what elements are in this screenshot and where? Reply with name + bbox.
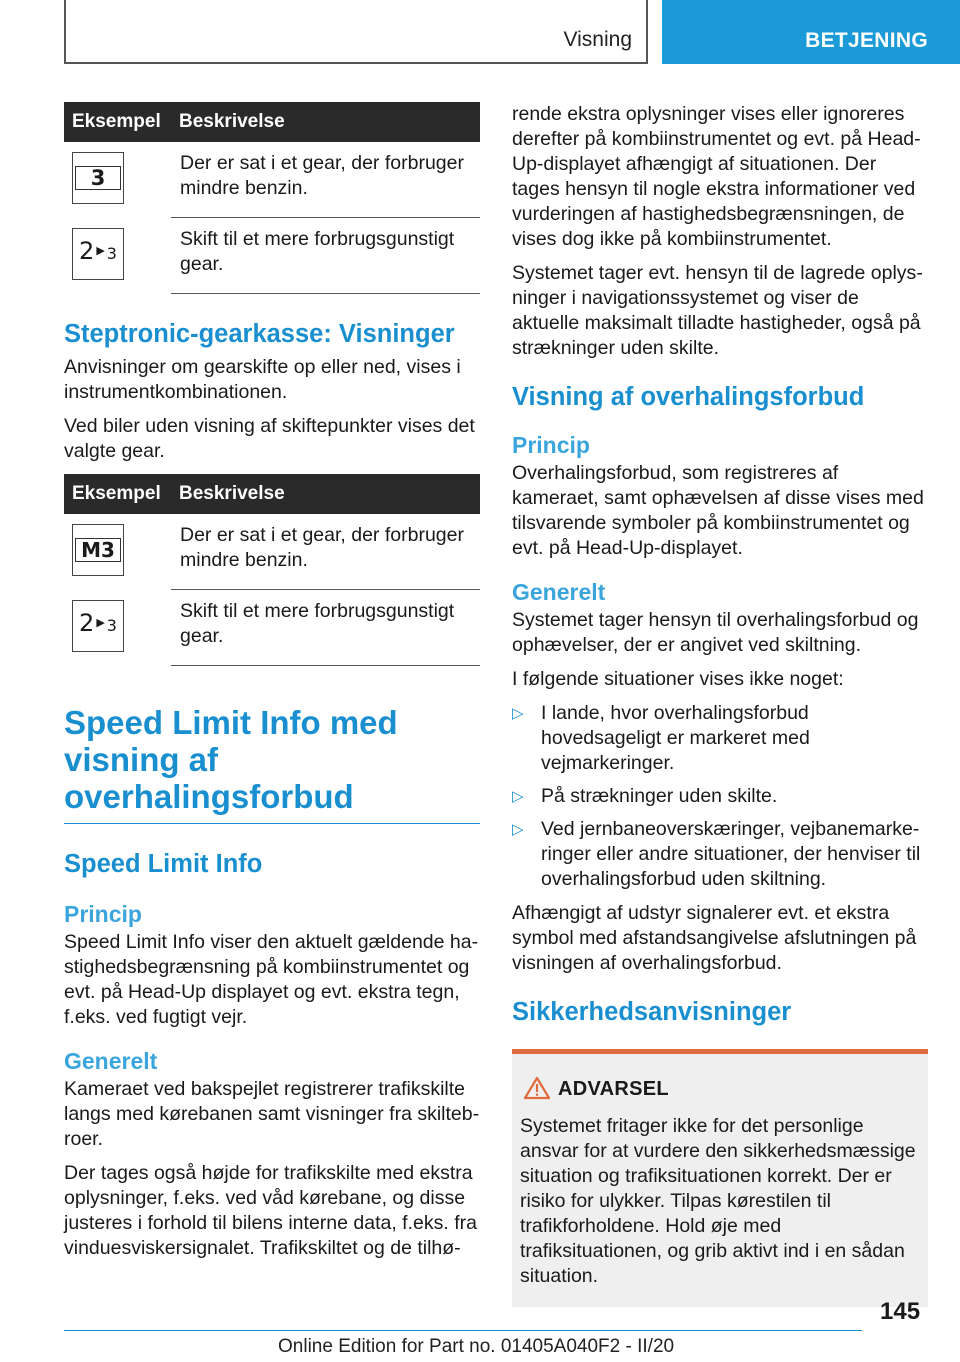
princip-heading: Princip [512,432,590,458]
title-divider [64,823,480,824]
list-item: ▷ I lande, hvor overhalingsforbud hovedsageligt er markeret med vejmarkeringer. [512,702,810,774]
bullet-triangle-icon: ▷ [512,788,524,805]
row-description: Skift til et mere forbrugsgunstigt gear. [171,590,480,666]
left-column [64,102,480,1270]
edition-note: Online Edition for Part no. 01405A040F2 - II/20 [278,1336,675,1357]
table-row [64,142,480,218]
generelt-heading: Generelt [64,1048,158,1074]
gear-shift-2-to-3-icon: 2 ▶ 3 [72,600,124,652]
gear-shift-2-to-3-icon: 2 ▶ 3 [72,228,124,280]
situation-list [512,701,928,892]
continued-paragraph: rende ekstra oplysninger vises eller ignoreres derefter på kombiinstrumentet og evt. på Head-Up-displayet afhængigt af situationen. Der tages hensyn til nogle ekstra informationer ved vurderingen af hastighedsbegrænsningen, de vises dog ikke på kombiinstrumentet. [512,103,921,250]
table-row [64,218,480,294]
steptronic-heading: Steptronic-gearkasse: Visninger [64,320,455,348]
footer-divider [64,1330,862,1331]
table-row [64,590,480,666]
generelt-paragraph-1: Kameraet ved bakspejlet registrerer trafikskilte langs med kørebanen samt visninger fra skiltebroer. [64,1078,480,1150]
chapter-tab [662,0,960,64]
chapter-title: BETJENING [805,29,928,52]
page-number: 145 [880,1298,921,1325]
table-header-description: Beskrivelse [171,474,480,514]
table-header-example: Eksempel [64,102,171,142]
section-title: Visning [563,28,632,51]
header-left-frame [64,0,648,64]
steptronic-paragraph-1: Anvisninger om gearskifte op eller ned, vises i instrumentkombinationen. [64,356,461,403]
bullet-triangle-icon: ▷ [512,821,524,838]
warning-triangle-icon [524,1076,550,1105]
speed-limit-info-subheading: Speed Limit Info [64,850,263,878]
navigation-paragraph: Systemet tager evt. hensyn til de lagrede oplysninger i navigationssystemet og viser de aktuelle maksimalt tilladte hastigheder, også på strækninger uden skilte. [512,262,923,359]
safety-heading: Sikkerhedsanvisninger [512,998,792,1026]
princip-heading: Princip [64,901,142,927]
gear-display-3-icon: 3 [72,152,124,204]
speed-limit-info-title: Speed Limit Info med visning af overhalingsforbud [64,704,398,815]
generelt-paragraph-1: Systemet tager hensyn til overhalingsforbud og ophævelser, der er angivet ved skiltning. [512,609,919,656]
gear-table-1 [64,102,480,294]
warning-title: ADVARSEL [558,1078,669,1100]
princip-paragraph: Speed Limit Info viser den aktuelt gældende hastighedsbegrænsning på kombiinstrumentet og evt. på Head-Up displayet og evt. ekstra tegn, f.eks. ved fugtigt vejr. [64,931,479,1028]
generelt-heading: Generelt [512,579,606,605]
warning-text: Systemet fritager ikke for det personlige ansvar for at vurdere den sikkerhedsmæssige situation og trafiksituationen korrekt. Der er risiko for ulykker. Tilpas kørestilen til trafikforholdene. Hold øje med trafiksituationen, og grib aktivt ind i en sådan situation. [520,1115,916,1287]
table-row [64,514,480,590]
list-item: ▷ Ved jernbaneoverskæringer, vejbanemarkeringer eller andre situationer, der henviser til overhalingsforbud uden skiltning. [512,818,921,890]
warning-box [512,1049,928,1307]
gear-display-m3-icon: M3 [72,524,124,576]
gear-table-2 [64,474,480,666]
bullet-triangle-icon: ▷ [512,705,524,722]
overtaking-heading: Visning af overhalingsforbud [512,383,865,411]
symbol-paragraph: Afhængigt af udstyr signalerer evt. et ekstra symbol med afstandsangivelse afslutningen på visningen af overhalingsforbud. [512,902,917,974]
row-description: Skift til et mere forbrugsgunstigt gear. [171,218,480,294]
row-description: Der er sat i et gear, der forbruger mindre benzin. [171,514,480,590]
right-column [512,102,928,1307]
list-item: ▷ På strækninger uden skilte. [512,785,778,807]
table-header-description: Beskrivelse [171,102,480,142]
generelt-paragraph-2: I følgende situationer vises ikke noget: [512,668,844,690]
princip-paragraph: Overhalingsforbud, som registreres af kameraet, samt ophævelsen af disse vises med tilsvarende symboler på kombiinstrumentet og evt. på Head-Up-displayet. [512,462,924,559]
generelt-paragraph-2: Der tages også højde for trafikskilte med ekstra oplysninger, f.eks. ved våd kørebane, og disse justeres i forhold til bilens interne data, f.eks. fra vinduesviskersignalet. Trafikskiltet og de tilhø‐ [64,1162,477,1259]
steptronic-paragraph-2: Ved biler uden visning af skiftepunkter vises det valgte gear. [64,415,475,462]
table-header-example: Eksempel [64,474,171,514]
row-description: Der er sat i et gear, der forbruger mindre benzin. [171,142,480,218]
